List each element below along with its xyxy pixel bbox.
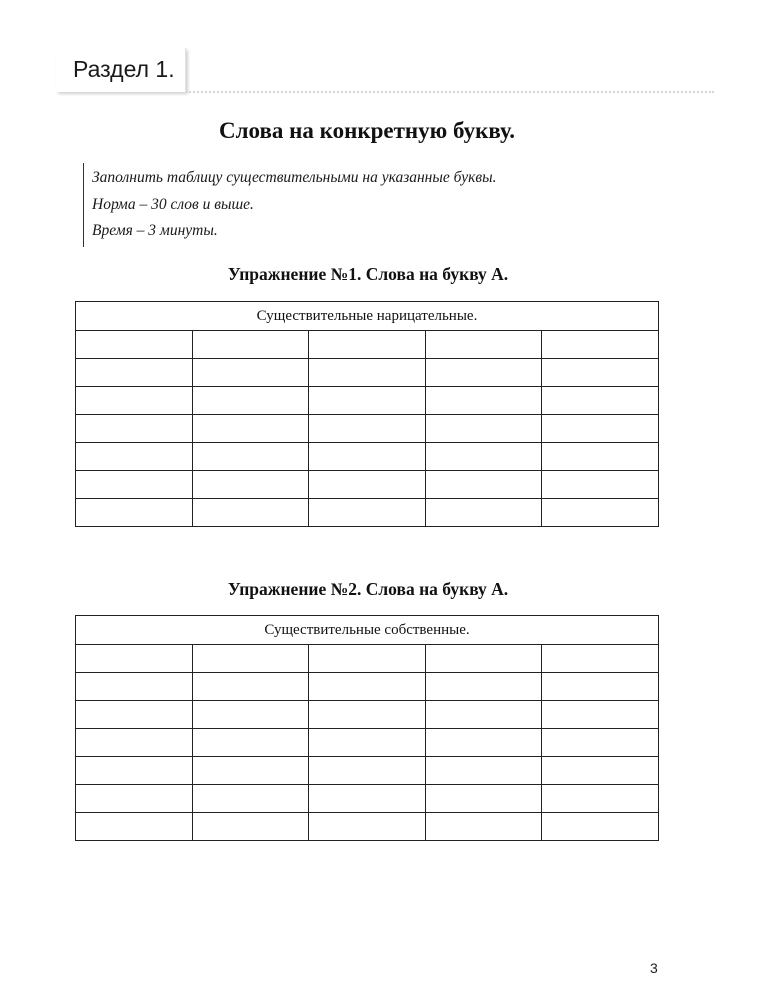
answer-cell[interactable] (425, 387, 542, 415)
answer-cell[interactable] (309, 331, 426, 359)
answer-cell[interactable] (192, 785, 309, 813)
answer-cell[interactable] (192, 387, 309, 415)
answer-cell[interactable] (425, 443, 542, 471)
answer-cell[interactable] (542, 785, 659, 813)
instructions-block (83, 163, 563, 247)
answer-cell[interactable] (425, 331, 542, 359)
answer-cell[interactable] (542, 645, 659, 673)
table-row (76, 813, 659, 841)
answer-cell[interactable] (309, 701, 426, 729)
answer-cell[interactable] (309, 673, 426, 701)
answer-cell[interactable] (192, 757, 309, 785)
exercise-1-title: Упражнение №1. Слова на букву А. (227, 264, 509, 284)
table-row (76, 729, 659, 757)
instruction-line: Заполнить таблицу существительными на указанные буквы. (92, 169, 497, 186)
section-label: Раздел 1. (73, 56, 175, 82)
answer-cell[interactable] (76, 813, 193, 841)
answer-cell[interactable] (542, 387, 659, 415)
table-row (76, 471, 659, 499)
exercise-1-table (75, 301, 659, 527)
table-row (76, 331, 659, 359)
answer-cell[interactable] (542, 757, 659, 785)
answer-cell[interactable] (76, 645, 193, 673)
answer-cell[interactable] (76, 331, 193, 359)
page-number: 3 (650, 960, 658, 976)
answer-cell[interactable] (192, 729, 309, 757)
answer-cell[interactable] (542, 813, 659, 841)
answer-cell[interactable] (309, 785, 426, 813)
section-divider (186, 91, 714, 93)
answer-cell[interactable] (542, 359, 659, 387)
answer-cell[interactable] (192, 645, 309, 673)
table-row (76, 499, 659, 527)
instruction-line: Норма – 30 слов и выше. (92, 196, 254, 213)
answer-cell[interactable] (542, 701, 659, 729)
exercise-1-table-header: Существительные нарицательные. (76, 302, 659, 331)
answer-cell[interactable] (192, 673, 309, 701)
answer-cell[interactable] (76, 785, 193, 813)
answer-cell[interactable] (309, 443, 426, 471)
answer-cell[interactable] (76, 415, 193, 443)
answer-cell[interactable] (192, 701, 309, 729)
answer-cell[interactable] (425, 499, 542, 527)
answer-cell[interactable] (76, 729, 193, 757)
answer-cell[interactable] (192, 359, 309, 387)
answer-cell[interactable] (309, 757, 426, 785)
table-row (76, 673, 659, 701)
page-title: Слова на конкретную букву. (219, 118, 515, 143)
answer-cell[interactable] (76, 471, 193, 499)
answer-cell[interactable] (309, 645, 426, 673)
answer-cell[interactable] (425, 645, 542, 673)
answer-cell[interactable] (425, 415, 542, 443)
answer-cell[interactable] (76, 359, 193, 387)
answer-cell[interactable] (76, 387, 193, 415)
answer-cell[interactable] (425, 359, 542, 387)
answer-cell[interactable] (76, 757, 193, 785)
answer-cell[interactable] (192, 331, 309, 359)
answer-cell[interactable] (425, 813, 542, 841)
table-row (76, 645, 659, 673)
answer-cell[interactable] (309, 359, 426, 387)
table-row (76, 415, 659, 443)
answer-cell[interactable] (542, 499, 659, 527)
table-row (76, 701, 659, 729)
answer-cell[interactable] (76, 499, 193, 527)
answer-cell[interactable] (425, 757, 542, 785)
exercise-2-table (75, 615, 659, 841)
answer-cell[interactable] (192, 471, 309, 499)
answer-cell[interactable] (542, 443, 659, 471)
answer-cell[interactable] (309, 471, 426, 499)
exercise-2-title: Упражнение №2. Слова на букву А. (227, 579, 509, 599)
answer-cell[interactable] (309, 499, 426, 527)
answer-cell[interactable] (309, 729, 426, 757)
answer-cell[interactable] (76, 673, 193, 701)
answer-cell[interactable] (425, 471, 542, 499)
answer-cell[interactable] (309, 813, 426, 841)
answer-cell[interactable] (192, 813, 309, 841)
answer-cell[interactable] (192, 415, 309, 443)
answer-cell[interactable] (192, 499, 309, 527)
answer-cell[interactable] (76, 443, 193, 471)
answer-cell[interactable] (425, 673, 542, 701)
answer-cell[interactable] (425, 701, 542, 729)
answer-cell[interactable] (542, 331, 659, 359)
answer-cell[interactable] (425, 729, 542, 757)
answer-cell[interactable] (309, 387, 426, 415)
answer-cell[interactable] (542, 729, 659, 757)
answer-cell[interactable] (76, 701, 193, 729)
table-row (76, 387, 659, 415)
table-row (76, 757, 659, 785)
answer-cell[interactable] (192, 443, 309, 471)
instruction-line: Время – 3 минуты. (92, 222, 218, 239)
answer-cell[interactable] (309, 415, 426, 443)
answer-cell[interactable] (542, 471, 659, 499)
answer-cell[interactable] (542, 673, 659, 701)
answer-cell[interactable] (542, 415, 659, 443)
table-row (76, 785, 659, 813)
table-row (76, 443, 659, 471)
answer-cell[interactable] (425, 785, 542, 813)
exercise-2-table-header: Существительные собственные. (76, 616, 659, 645)
table-row (76, 359, 659, 387)
